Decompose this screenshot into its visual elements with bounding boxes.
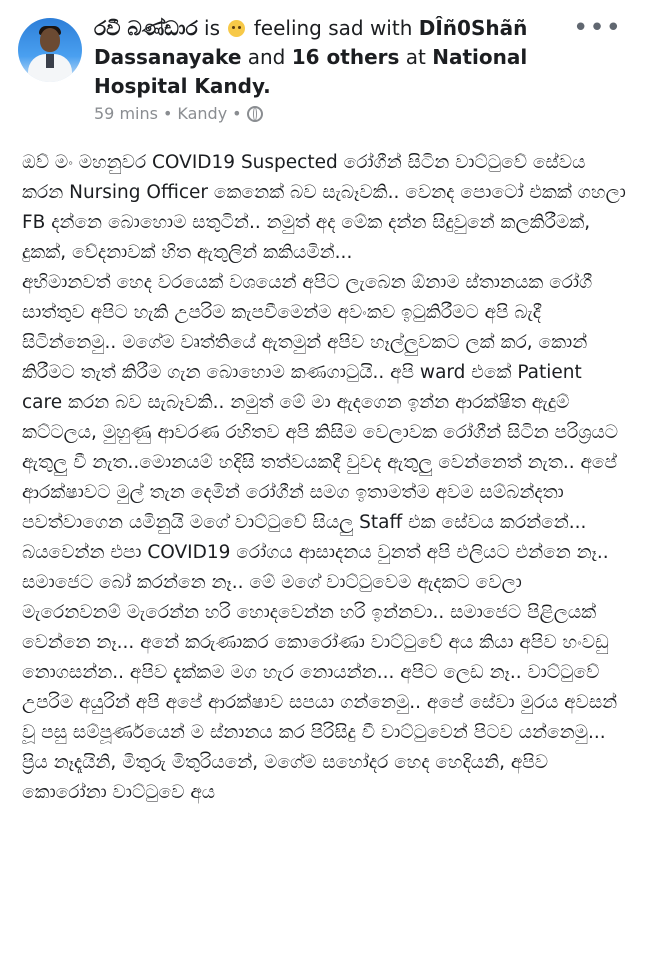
meta-dot: • (162, 104, 173, 123)
post-meta (94, 104, 263, 123)
globe-icon[interactable] (247, 106, 263, 122)
more-options-icon[interactable]: ••• (572, 13, 622, 43)
meta-dot: • (232, 104, 242, 123)
avatar-collar (46, 54, 54, 68)
at-text: at (399, 45, 433, 69)
author-avatar[interactable] (18, 18, 82, 82)
post-time[interactable]: 59 mins (94, 104, 158, 123)
post-location[interactable]: Kandy (177, 104, 228, 123)
author-name[interactable]: රවී බණ්ඩාර (94, 16, 198, 40)
avatar-face (40, 28, 60, 52)
and-text: and (241, 45, 292, 69)
place-link[interactable]: National Hospital Kandy. (94, 45, 528, 98)
post-body: ඔව් මං මහනුවර COVID19 Suspected රෝගීන් සිටින වාට්ටුවේ සේවය කරන Nursing Officer කෙනෙක් බව සැබෑවකි.. වෙනද පොටෝ එකක් ගහලා FB දන්නෙ බොහොම සතුටින්.. නමුත් අද මේක දන්න සිදුවුනේ කලකිරීමක්, දුකක්, වේදනාවක් හිත ඇතුලින් කකියමින්... අභිමානවත් හෙද වරයෙක් වශයෙන් අපිට ලැබෙන ඕනාම ස්තානයක රෝගී සාත්තුව අපිට හැකි උපරිම කැපවීමෙන්ම අවංකව ඉටුකිරීමට අපි බැදී සිටින්නෙමු.. මගේම වෘත්තියේ ඇතමුන් අපිව හෑල්ලුවකට ලක් කර, කොන් කිරීමට තැත් කිරීම ගැන බොහොම කණගාටුයි.. අපි ward එකේ Patient care කරන බව සැබෑවකි.. නමුත් මේ මා ඇදගෙන ඉන්න ආරක්ෂිත ඇදුම් කට්ටලය, මුහුණු ආවරණ රහිතව අපි කිසිම වෙලාවක රෝගීන් සිටින පරිශ්‍රයට ඇතුලු වී නැත..මොනයම් හදිසි තත්වයකදී වුවද ඇතුලු වෙන්නෙත් නැත.. අපේ ආරක්ෂාවට මුල් තැන දෙමින් රෝගීන් සමග ඉතාමත්ම අවම සම්බන්දතා පවත්වාගෙන යමිනුයි මගේ වාට්ටුවේ සියලු Staff එක සේවය කරන්නේ... බයවෙන්න එපා COVID19 රෝගය ආසාදනය වුනත් අපි එලියට එන්නෙ නෑ.. සමාජෙට බෝ කරන්නෙ නෑ.. මේ මගේ වාට්ටුවෙම ඇදකට වෙලා මැරෙනවනම් මැරෙන්න හරි හොදවෙන්න හරි ඉන්නවා.. සමාජෙට පිළිලයක් වෙන්නෙ නෑ... අනේ කරුණාකර කොරෝණා වාට්ටුවේ අය කියා අපිව හංවඩු නොගසන්න.. අපිව දැක්කම මග හැර නොයන්න... අපිට ලෙඩ නෑ.. වාට්ටුවේ උපරිම අයුරින් අපි අපේ ආරක්ෂාව සපයා ගන්නෙමු.. අපේ සේවා මුරය අවසන් වූ පසු සම්පූර්ණයෙන් ම ස්නානය කර පිරිසිදු වී වාට්ටුවෙන් පිටව යන්නෙමු... ප්‍රිය නෑදෑයිනි, මිතුරු මිතුරියනේ, මගේම සහෝදර හෙද හෙදියනි, අපිව කොරෝනා වාට්ටුවෙ අය (22, 152, 626, 803)
tagged-person-link[interactable]: DÎñ0Shãñ Dassanayake (94, 16, 528, 69)
feeling-text: feeling sad with (247, 16, 419, 40)
is-text: is (197, 16, 227, 40)
others-link[interactable]: 16 others (291, 45, 400, 69)
sad-face-icon (228, 20, 245, 37)
post-header (94, 14, 574, 101)
